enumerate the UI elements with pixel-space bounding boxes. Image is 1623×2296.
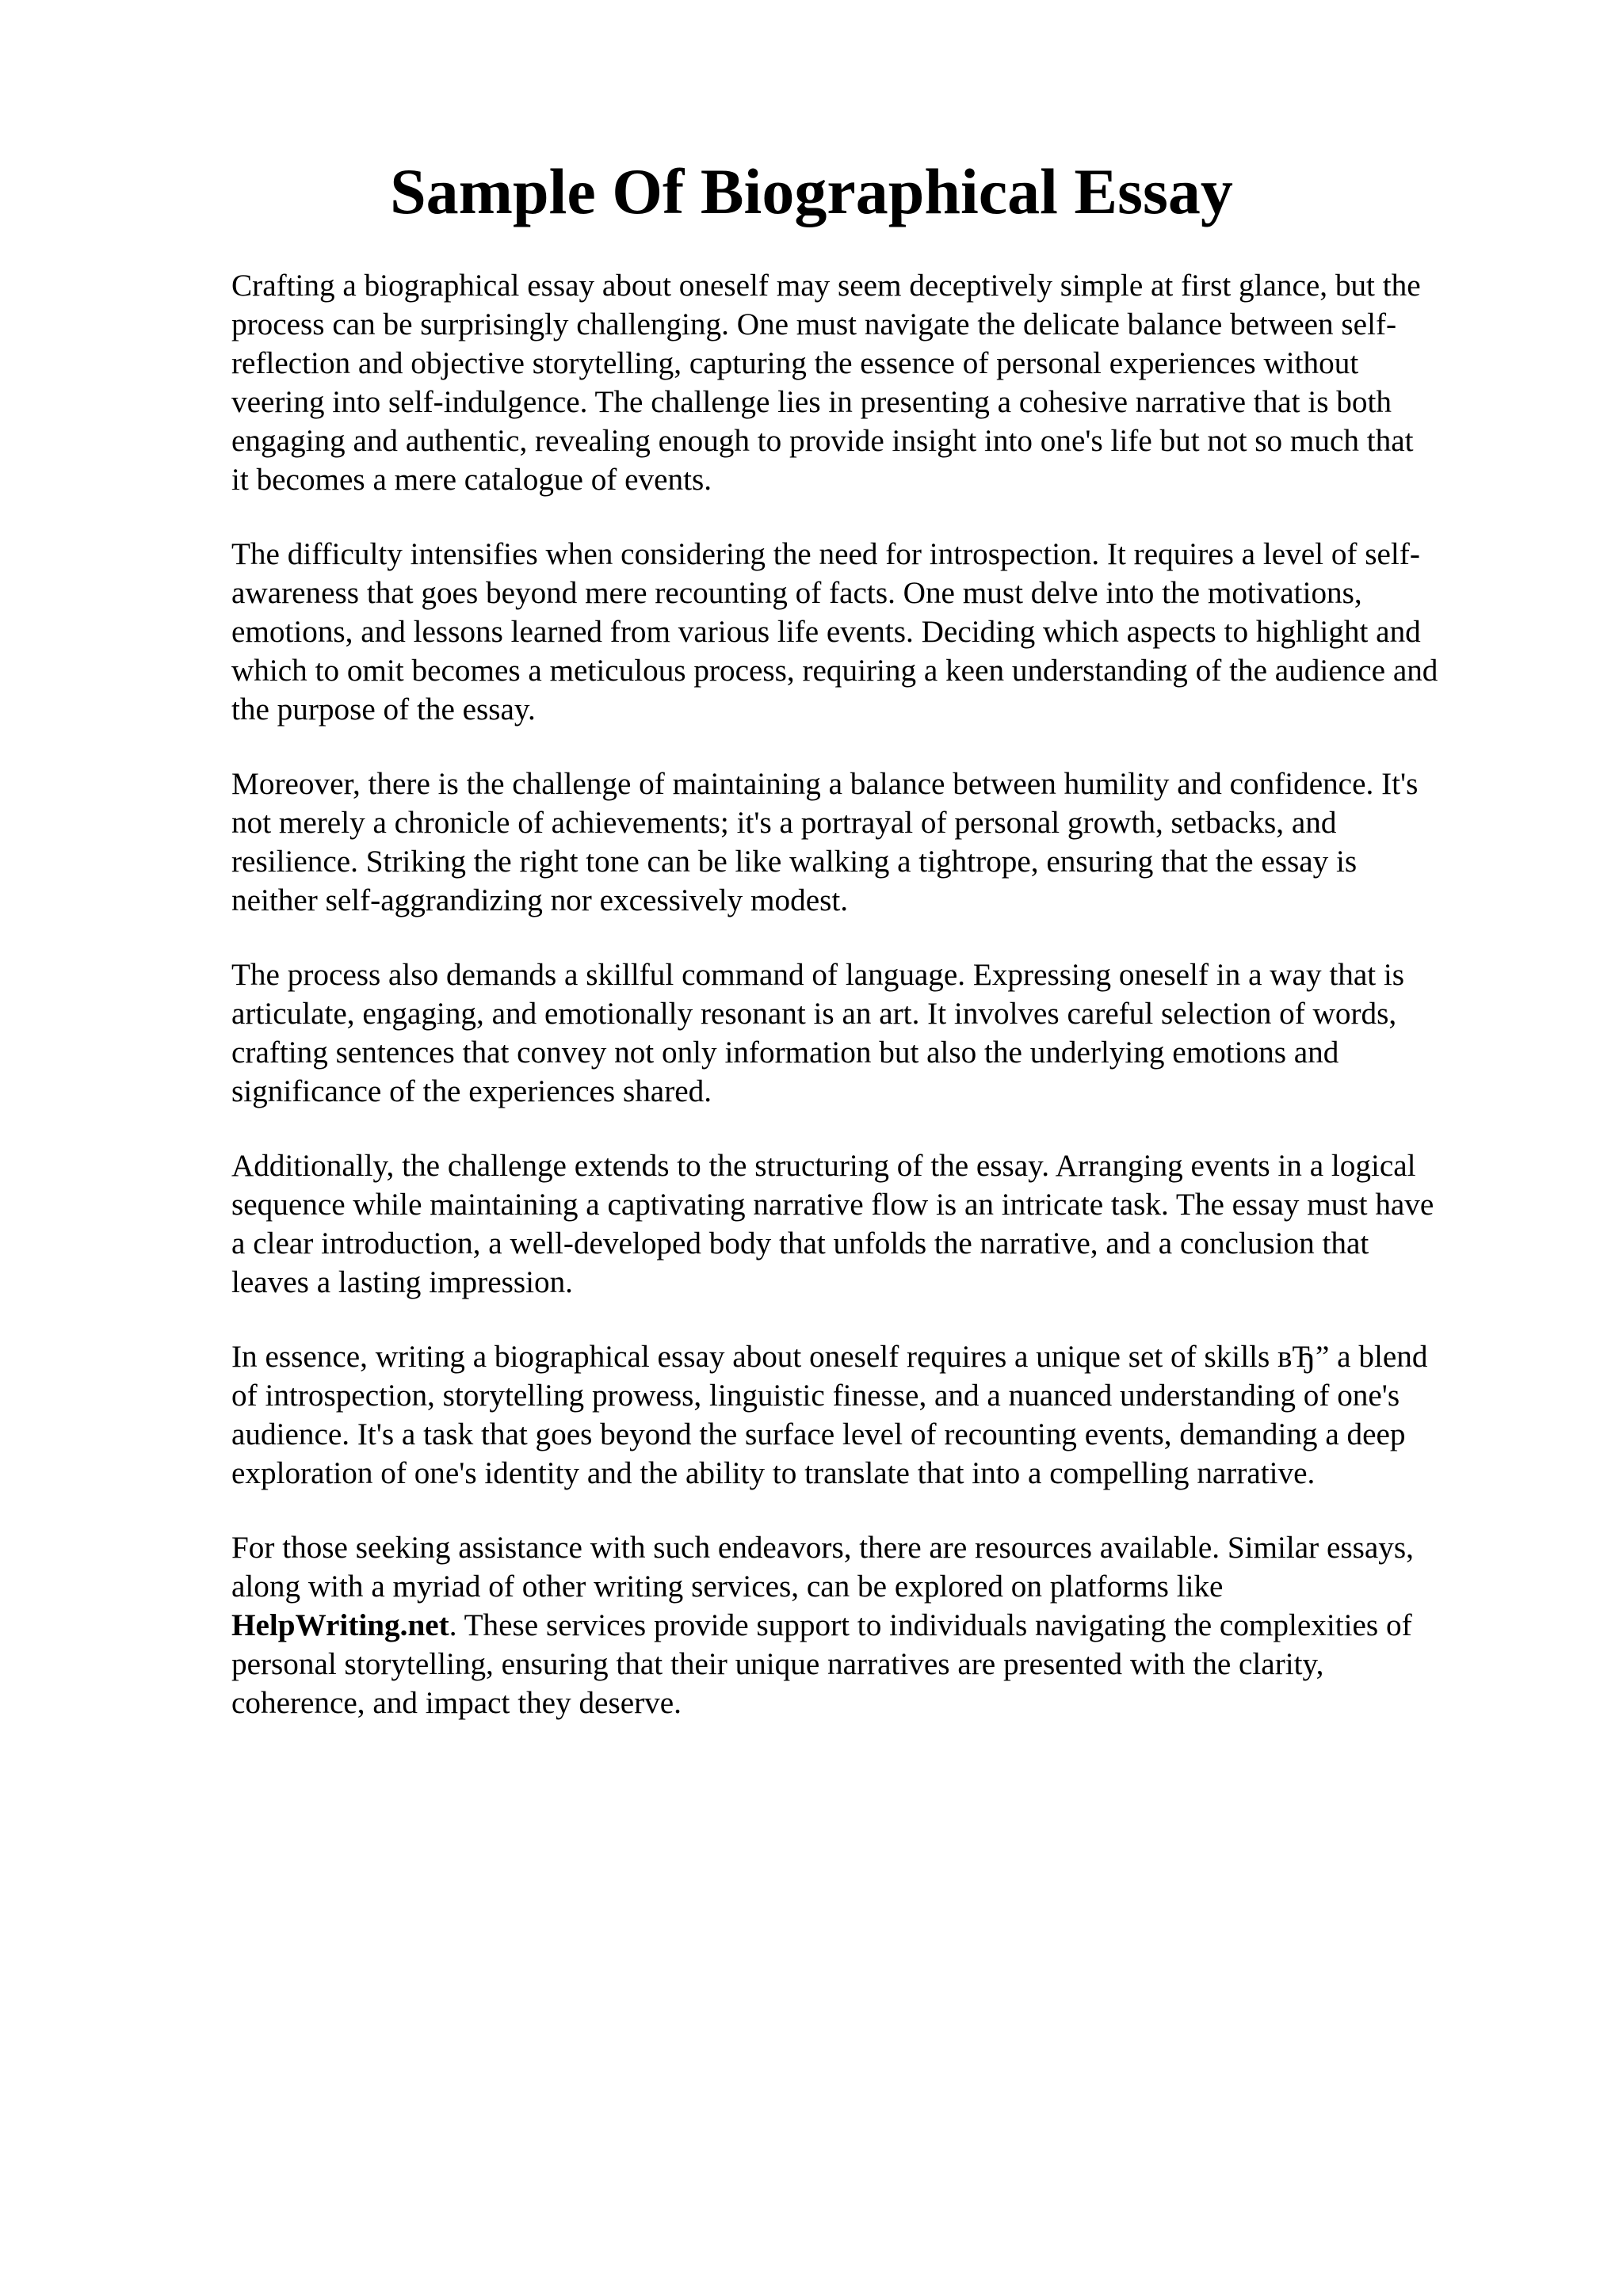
paragraph-line: engaging and authentic, revealing enough to provide insight into one's life but not so much that — [231, 424, 1414, 458]
paragraph-line: which to omit becomes a meticulous process, requiring a keen understanding of the audience and — [231, 654, 1438, 688]
paragraph-line: crafting sentences that convey not only information but also the underlying emotions and — [231, 1035, 1339, 1070]
paragraph-line: leaves a lasting impression. — [231, 1265, 573, 1299]
paragraph-line: In essence, writing a biographical essay about oneself requires a unique set of skills вЂ” a blend — [231, 1340, 1428, 1374]
paragraph-line: sequence while maintaining a captivating narrative flow is an intricate task. The essay must have — [231, 1188, 1434, 1222]
paragraph-line: process can be surprisingly challenging. One must navigate the delicate balance between self- — [231, 307, 1397, 341]
paragraph-1 — [231, 266, 1525, 499]
paragraph-line: awareness that goes beyond mere recounting of facts. One must delve into the motivations, — [231, 576, 1362, 610]
paragraph-line: along with a myriad of other writing services, can be explored on platforms like — [231, 1569, 1224, 1604]
paragraph-line: veering into self-indulgence. The challenge lies in presenting a cohesive narrative that is both — [231, 385, 1392, 419]
paragraph-4 — [231, 955, 1525, 1111]
paragraph-5 — [231, 1146, 1525, 1302]
paragraph-line: it becomes a mere catalogue of events. — [231, 463, 712, 497]
paragraph-line: personal storytelling, ensuring that their unique narratives are presented with the clarity, — [231, 1647, 1324, 1681]
paragraph-line: emotions, and lessons learned from various life events. Deciding which aspects to highlight and — [231, 615, 1421, 649]
paragraph-line: not merely a chronicle of achievements; it's a portrayal of personal growth, setbacks, and — [231, 806, 1337, 840]
essay-body — [231, 266, 1525, 1758]
paragraph-line: coherence, and impact they deserve. — [231, 1686, 682, 1720]
helpwriting-link[interactable]: HelpWriting.net — [231, 1608, 449, 1642]
paragraph-line: The difficulty intensifies when considering the need for introspection. It requires a level of self- — [231, 537, 1420, 571]
paragraph-line: For those seeking assistance with such endeavors, there are resources available. Similar essays, — [231, 1531, 1414, 1565]
paragraph-line: Crafting a biographical essay about oneself may seem deceptively simple at first glance, but the — [231, 269, 1421, 303]
paragraph-line: the purpose of the essay. — [231, 692, 536, 727]
page-title: Sample Of Biographical Essay — [390, 155, 1233, 227]
paragraph-6 — [231, 1337, 1525, 1493]
paragraph-line: articulate, engaging, and emotionally resonant is an art. It involves careful selection of words, — [231, 997, 1397, 1031]
paragraph-line: a clear introduction, a well-developed body that unfolds the narrative, and a conclusion that — [231, 1226, 1369, 1261]
paragraph-line: of introspection, storytelling prowess, linguistic finesse, and a nuanced understanding of one's — [231, 1379, 1400, 1413]
paragraph-line: exploration of one's identity and the ability to translate that into a compelling narrative. — [231, 1456, 1316, 1490]
paragraph-3 — [231, 765, 1525, 920]
paragraph-line: reflection and objective storytelling, capturing the essence of personal experiences without — [231, 346, 1359, 380]
paragraph-line: resilience. Striking the right tone can be like walking a tightrope, ensuring that the essay is — [231, 845, 1358, 879]
paragraph-text: . These services provide support to individuals navigating the complexities of — [449, 1608, 1412, 1642]
paragraph-line: Additionally, the challenge extends to the structuring of the essay. Arranging events in a logical — [231, 1149, 1416, 1183]
paragraph-line: The process also demands a skillful command of language. Expressing oneself in a way that is — [231, 958, 1405, 992]
paragraph-line: neither self-aggrandizing nor excessively modest. — [231, 883, 849, 917]
paragraph-line: audience. It's a task that goes beyond the surface level of recounting events, demanding a deep — [231, 1417, 1406, 1451]
paragraph-7 — [231, 1528, 1525, 1722]
paragraph-line-with-link — [231, 1606, 1525, 1645]
paragraph-line: significance of the experiences shared. — [231, 1074, 712, 1108]
paragraph-2 — [231, 535, 1525, 729]
paragraph-line: Moreover, there is the challenge of maintaining a balance between humility and confidence. It's — [231, 767, 1419, 801]
